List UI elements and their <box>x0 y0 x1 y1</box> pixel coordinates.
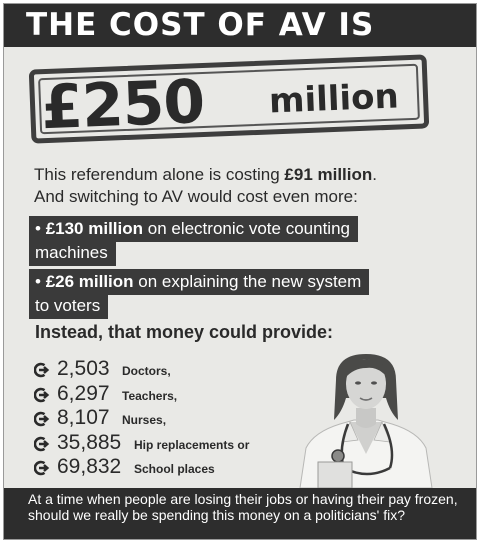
benefit-label: Teachers, <box>122 388 178 403</box>
intro-line-1-prefix: This referendum alone is costing <box>34 165 285 184</box>
intro-line-2: And switching to AV would cost even more: <box>34 187 358 206</box>
leaflet <box>3 3 477 540</box>
benefit-label: School places <box>134 462 215 476</box>
footer-banner <box>4 488 476 539</box>
stamp-amount: £250 <box>39 66 206 144</box>
bullet-text: on electronic vote counting <box>143 219 350 238</box>
cost-stamp <box>29 54 430 143</box>
arrow-circle-icon <box>34 362 50 378</box>
benefit-number: 35,885 <box>57 430 122 454</box>
arrow-circle-icon <box>34 411 50 427</box>
cost-bullet-explaining-line-1 <box>29 269 369 295</box>
doctor-photo <box>292 350 440 488</box>
intro-text <box>34 164 474 208</box>
arrow-circle-icon <box>34 460 50 476</box>
headline: THE COST OF AV IS <box>26 7 375 43</box>
benefit-number: 8,107 <box>57 406 110 429</box>
intro-line-1 <box>34 164 474 186</box>
title-bar <box>4 4 476 47</box>
benefit-label: Hip replacements or <box>134 437 250 452</box>
benefit-number: 2,503 <box>57 357 110 380</box>
bullet-text: on explaining the new system <box>133 272 362 291</box>
referendum-cost: £91 million <box>284 165 373 184</box>
arrow-circle-icon <box>34 436 50 452</box>
footer-text: At a time when people are losing their jobs or having their pay frozen, should we really be spending this money on a politicians' fix? <box>28 491 458 523</box>
arrow-circle-icon <box>34 387 50 403</box>
stamp-unit: million <box>268 76 400 122</box>
bullet-marker: • <box>35 272 41 291</box>
provide-heading: Instead, that money could provide: <box>35 322 334 342</box>
cost-bullet-explaining-line-2: to voters <box>29 293 108 319</box>
cost-bullet-counting-line-1 <box>29 216 358 242</box>
benefit-number: 69,832 <box>57 455 122 478</box>
intro-line-1-suffix: . <box>372 165 378 184</box>
benefit-label: Doctors, <box>122 364 171 378</box>
counting-machines-cost: £130 million <box>45 219 144 238</box>
explaining-system-cost: £26 million <box>45 272 134 291</box>
cost-bullet-counting-line-2: machines <box>29 240 116 266</box>
benefit-number: 6,297 <box>57 381 110 405</box>
bullet-marker: • <box>35 219 41 238</box>
benefit-label: Nurses, <box>122 413 167 427</box>
